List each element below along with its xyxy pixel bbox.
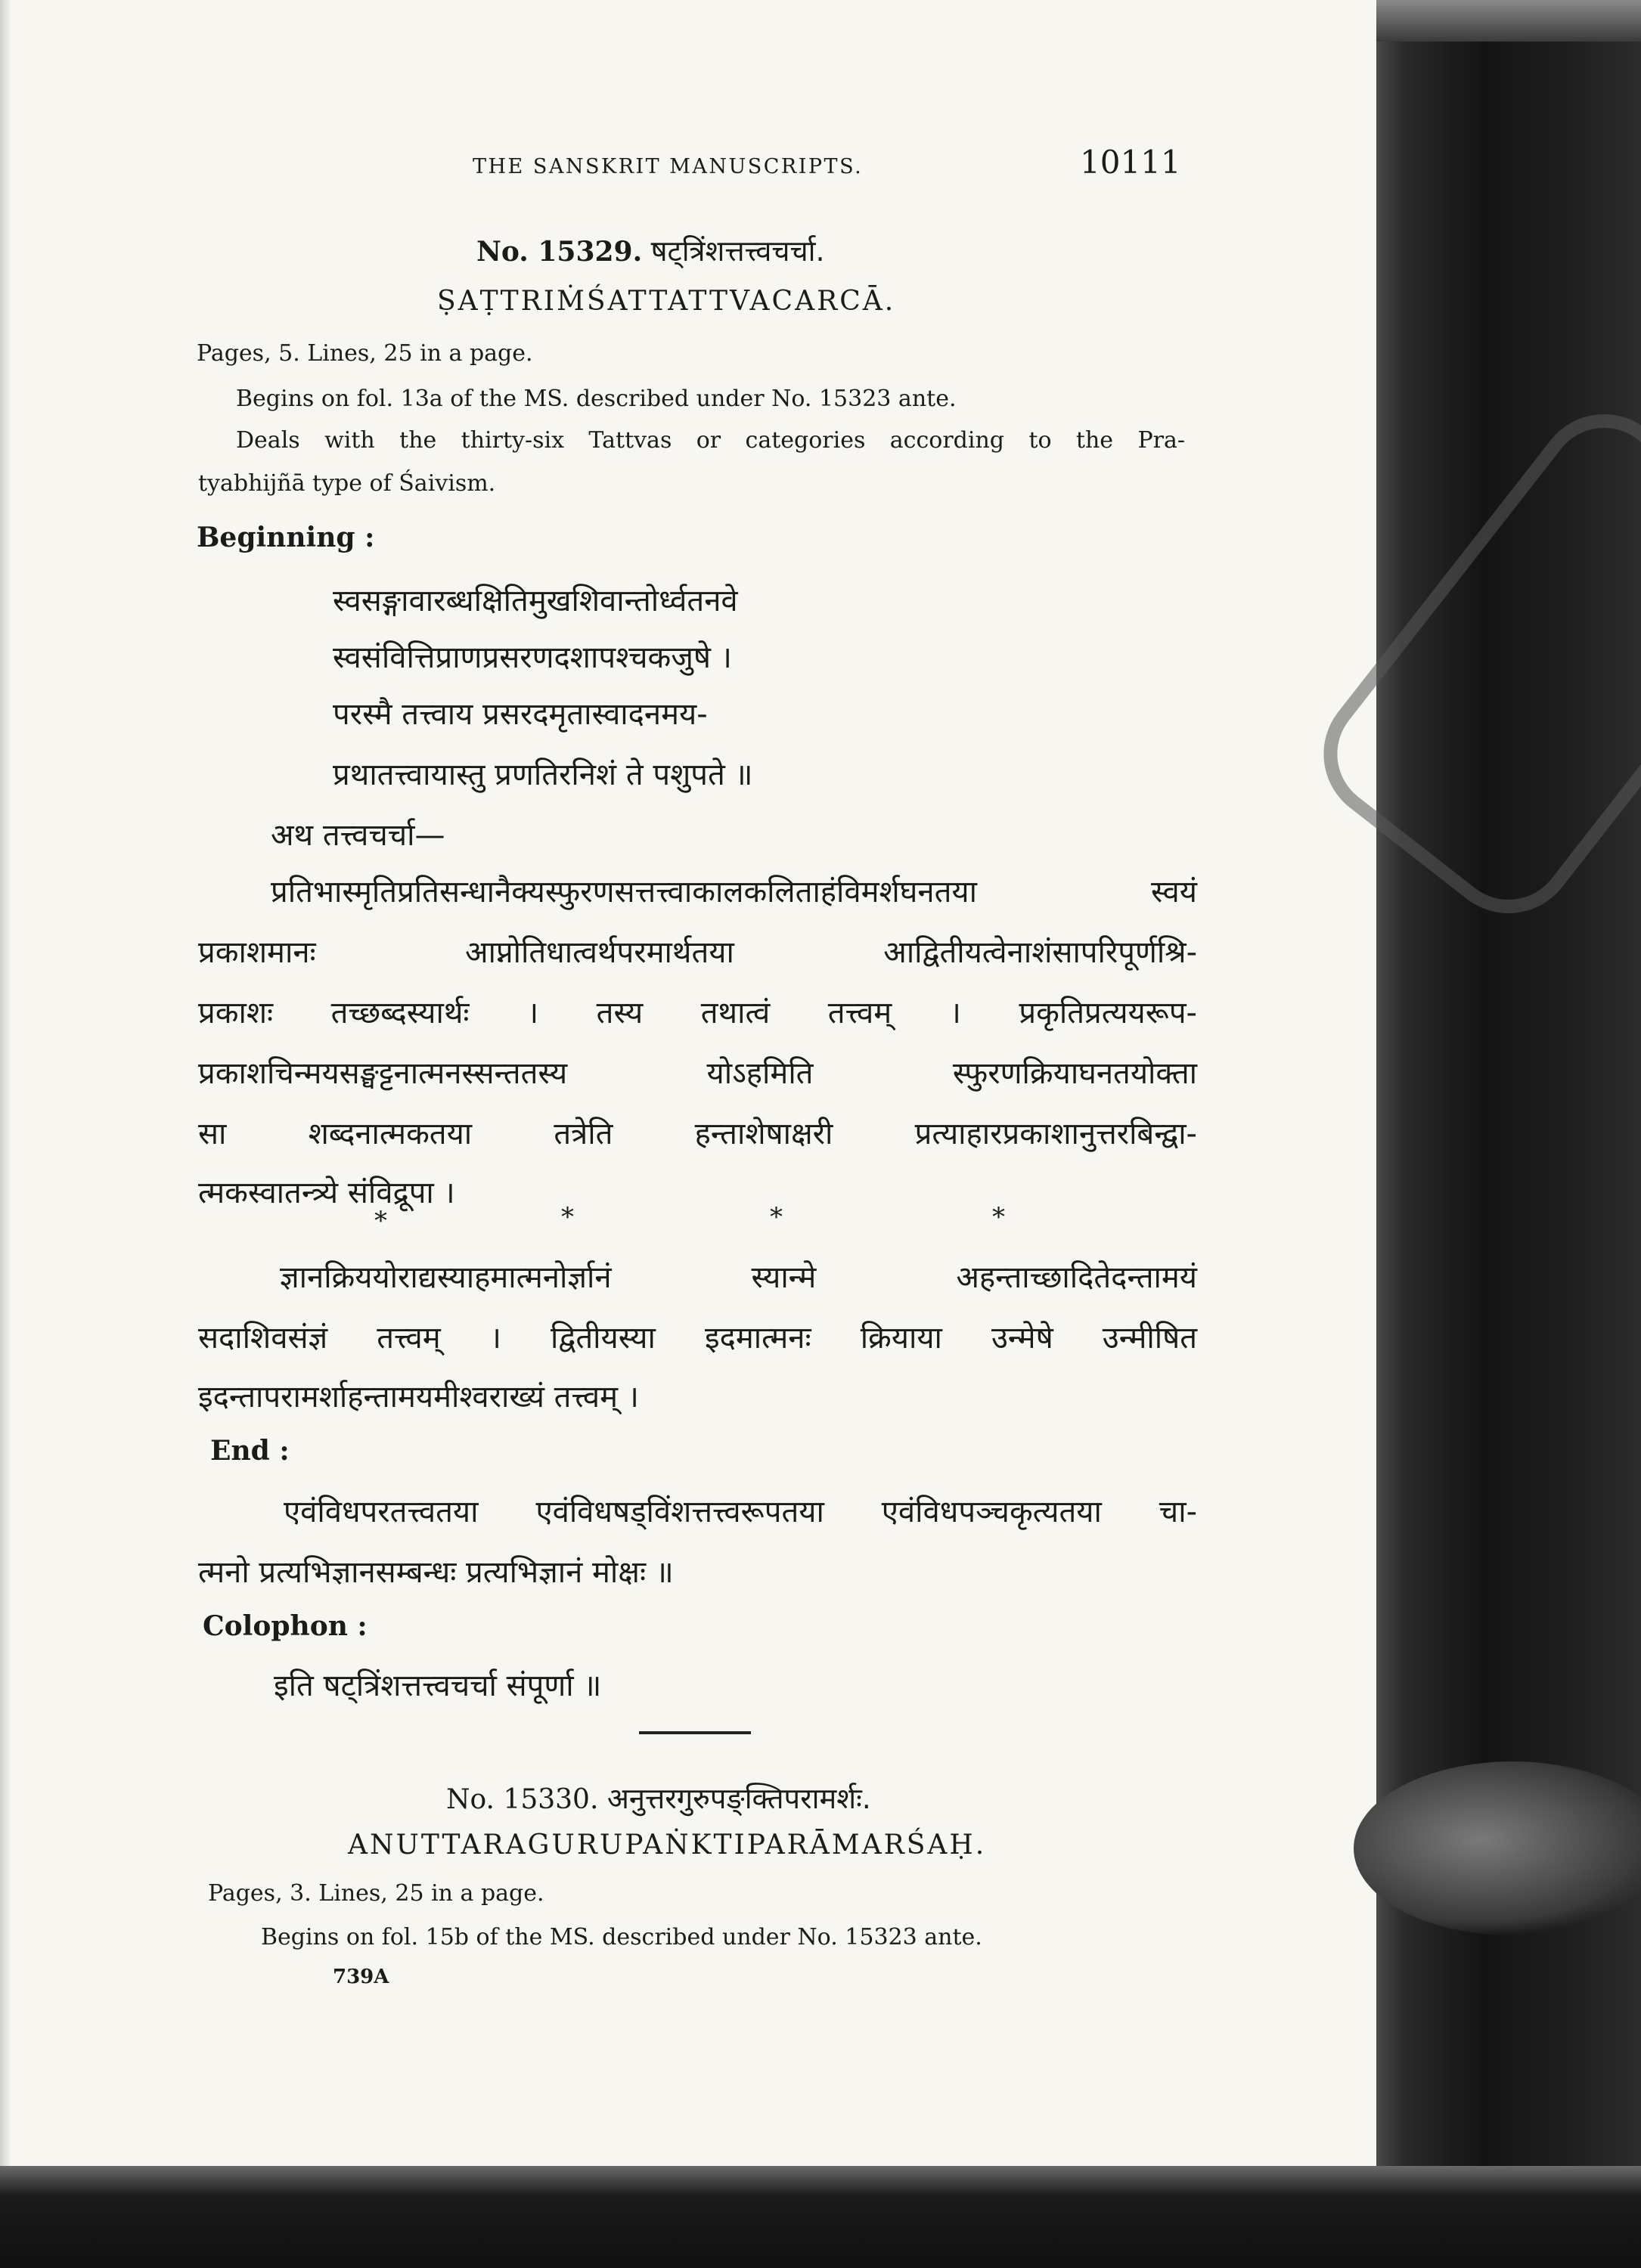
prose-1-line-4: प्रकाशचिन्मयसङ्घट्टनात्मनस्सन्ततस्य योऽहमिति स्फुरणक्रियाघनतयोक्ता (198, 1056, 1197, 1091)
entry-1-title-devanagari: षट्त्रिंशत्तत्त्वचर्चा. (650, 234, 825, 268)
folio-number: 10111 (1080, 144, 1181, 181)
asterisk: * (374, 1206, 387, 1236)
end-text-line-1: एवंविधपरतत्त्वतया एवंविधषड्विंशत्तत्त्वरूपतया एवंविधपञ्चकृत्यतया चा- (284, 1495, 1197, 1529)
entry-2-heading (446, 1778, 871, 1817)
colophon-label: Colophon : (203, 1610, 368, 1642)
verse-line-4: प्रथातत्त्वायास्तु प्रणतिरनिशं ते पशुपते ॥ (333, 758, 753, 792)
running-header: THE SANSKRIT MANUSCRIPTS. (473, 155, 864, 178)
signature-mark: 739A (333, 1966, 389, 1988)
entry-separator-rule (639, 1731, 751, 1734)
verse-line-1: स्वसङ्गावारब्धक्षितिमुखशिवान्तोर्ध्वतनवे (333, 584, 738, 618)
asterisk: * (561, 1202, 574, 1232)
entry-2-pages-lines: Pages, 3. Lines, 25 in a page. (208, 1880, 544, 1907)
entry-1-description-line-1: Deals with the thirty-six Tattvas or categories according to the Pra- (236, 427, 1185, 454)
colophon-text: इति षट्त्रिंशत्तत्त्वचर्चा संपूर्णा ॥ (274, 1668, 602, 1703)
atha-heading: अथ तत्त्वचर्चा— (271, 818, 445, 853)
prose-2-line-1: ज्ञानक्रिययोराद्यस्याहमात्मनोर्ज्ञानं स्यान्मे अहन्ताच्छादितेदन्तामयं (280, 1260, 1197, 1295)
entry-2-title-devanagari: अनुत्तरगुरुपङ्क्तिपरामर्शः. (606, 1782, 871, 1815)
entry-1-begins: Begins on fol. 13a of the MS. described under No. 15323 ante. (236, 386, 957, 412)
prose-2-line-3: इदन्तापरामर्शाहन्तामयमीश्वराख्यं तत्त्वम् । (198, 1380, 639, 1414)
page-edge-shadow (0, 0, 11, 2166)
prose-1-line-2: प्रकाशमानः आप्नोतिधात्वर्थपरमार्थतया आद्वितीयत्वेनाशंसापरिपूर्णश्रि- (198, 935, 1197, 970)
beginning-label: Beginning : (197, 522, 375, 553)
asterisk: * (770, 1202, 783, 1232)
entry-2-title-roman: ANUTTARAGURUPAṄKTIPARĀMARŚAḤ. (348, 1830, 987, 1861)
end-text-line-2: त्मनो प्रत्यभिज्ञानसम्बन्धः प्रत्यभिज्ञानं मोक्षः ॥ (198, 1555, 674, 1590)
entry-1-title-roman: ṢAṬTRIṀŚATTATTVACARCĀ. (437, 286, 896, 317)
entry-1-heading (476, 231, 825, 270)
verse-line-2: स्वसंवित्तिप्राणप्रसरणदशापश्चकजुषे । (333, 640, 732, 675)
prose-1-line-6: त्मकस्वातन्त्र्ये संविद्रूपा । (198, 1176, 455, 1210)
entry-1-description-line-2: tyabhijñā type of Śaivism. (198, 470, 496, 497)
entry-1-number: No. 15329. (476, 236, 643, 268)
prose-2-line-2: सदाशिवसंज्ञं तत्त्वम् । द्वितीयस्या इदमात्मनः क्रियाया उन्मेषे उन्मीषित (198, 1321, 1197, 1356)
prose-1-line-5: सा शब्दनात्मकतया तत्रेति हन्ताशेषाक्षरी प्रत्याहारप्रकाशानुत्तरबिन्द्वा- (198, 1117, 1197, 1151)
scan-bottom-edge (0, 2166, 1641, 2268)
scan-background-dark-area (1376, 0, 1641, 2166)
scan-reflection (1296, 387, 1641, 941)
prose-1-line-1: प्रतिभास्मृतिप्रतिसन्धानैक्यस्फुरणसत्तत्त्वाकालकलिताहंविमर्शघनतया स्वयं (271, 875, 1197, 909)
end-label: End : (210, 1435, 290, 1467)
verse-line-3: परस्मै तत्त्वाय प्रसरदमृतास्वादनमय- (333, 697, 708, 732)
asterisk: * (992, 1202, 1005, 1232)
entry-1-pages-lines: Pages, 5. Lines, 25 in a page. (197, 340, 533, 367)
scan-edge-strip (1376, 0, 1641, 42)
entry-2-number: No. 15330. (446, 1784, 599, 1815)
entry-2-begins: Begins on fol. 15b of the MS. described under No. 15323 ante. (261, 1924, 982, 1950)
scanner-thumb-shadow (1354, 1761, 1641, 1935)
prose-1-line-3: प्रकाशः तच्छब्दस्यार्थः । तस्य तथात्वं तत्त्वम् । प्रकृतिप्रत्ययरूप- (198, 996, 1197, 1030)
